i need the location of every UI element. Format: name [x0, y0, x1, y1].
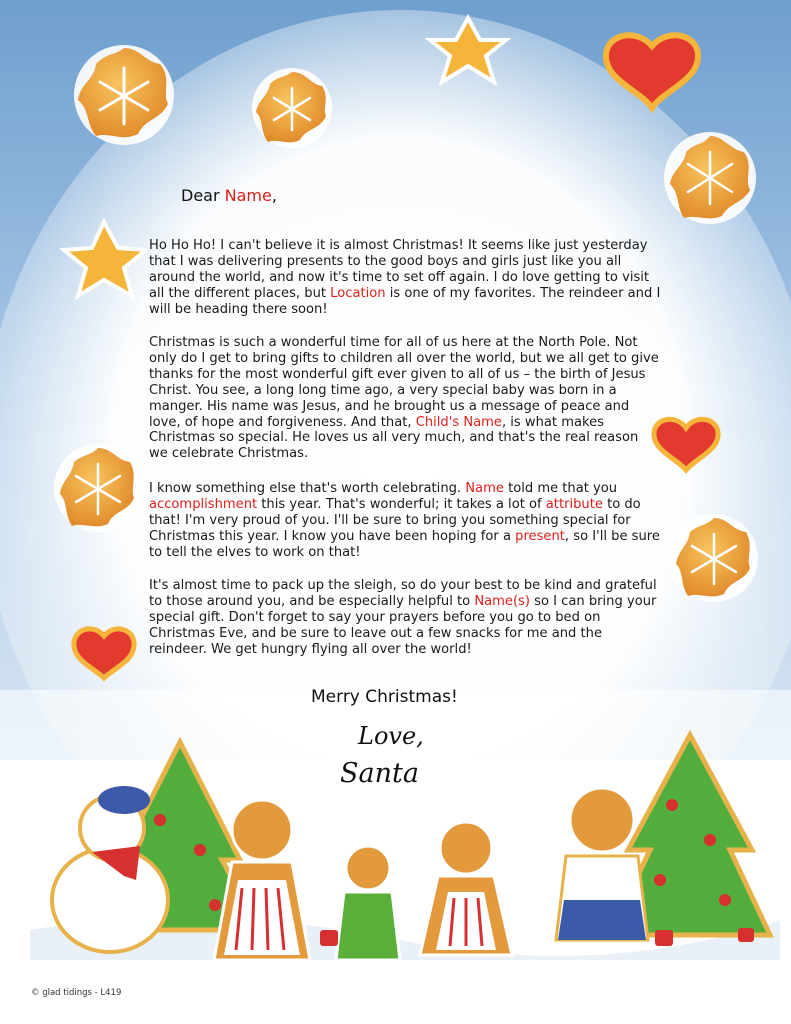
snowflake-cookie-icon — [664, 132, 756, 224]
paragraph-4: It's almost time to pack up the sleigh, so do your best to be kind and grateful to those around you, and be especially helpful to Name(s) so I can bring your special gift. Don't forget to say your prayers before you go to bed on Christmas Eve, and be sure to leave out a few snacks for me and the reindeer. We get hungry flying all over the world! — [149, 578, 657, 657]
snowflake-cookie-icon — [670, 514, 758, 602]
paragraph-2: Christmas is such a wonderful time for all of us here at the North Pole. Not only do I get to bring gifts to children all over the world, but we all get to give thanks for the most wonderful gift ever given to all of us – the birth of Jesus Christ. You see, a long long time ago, a very special baby was born in a manger. His name was Jesus, and he brought us a message of peace and love, of hope and forgiveness. And that, Child's Name, is what makes Christmas so special. He loves us all very much, and that's the real reason we celebrate Christmas. — [149, 335, 659, 462]
paragraph-3: I know something else that's worth celebrating. Name told me that you accomplishment this year. That's wonderful; it takes a lot of attribute to do that! I'm very proud of you. I'll be sure to bring you something special for Christmas this year. I know you have been hoping for a present, so I'll be sure to tell the elves to work on that! — [149, 481, 660, 560]
salutation: Dear Name, — [181, 186, 277, 205]
snowflake-cookie-icon — [252, 68, 332, 148]
paragraph-1: Ho Ho Ho! I can't believe it is almost Christmas! It seems like just yesterday that I was delivering presents to the good boys and girls just like you all around the world, and now it's time to set off again. I do love getting to visit all the different places, but Location is one of my favorites. The reindeer and I will be heading there soon! — [149, 238, 661, 317]
placeholder-accomplishment: accomplishment — [149, 496, 258, 512]
placeholder-attribute: attribute — [545, 496, 603, 512]
gingerbread-boy-icon — [336, 846, 400, 960]
placeholder-name: Name — [224, 186, 272, 205]
placeholder-names: Name(s) — [474, 593, 530, 609]
sign-off: Love, — [358, 722, 424, 750]
signature: Santa — [340, 758, 419, 789]
placeholder-present: present — [515, 528, 565, 544]
closing-line: Merry Christmas! — [311, 687, 458, 707]
snowflake-cookie-icon — [54, 444, 142, 532]
footer-copyright: © glad tidings - L419 — [31, 988, 122, 998]
snowflake-cookie-icon — [74, 45, 174, 145]
gingerbread-boy-icon — [556, 788, 648, 940]
placeholder-child-name: Child's Name — [415, 414, 502, 430]
placeholder-name: Name — [465, 481, 504, 496]
placeholder-location: Location — [330, 285, 386, 301]
